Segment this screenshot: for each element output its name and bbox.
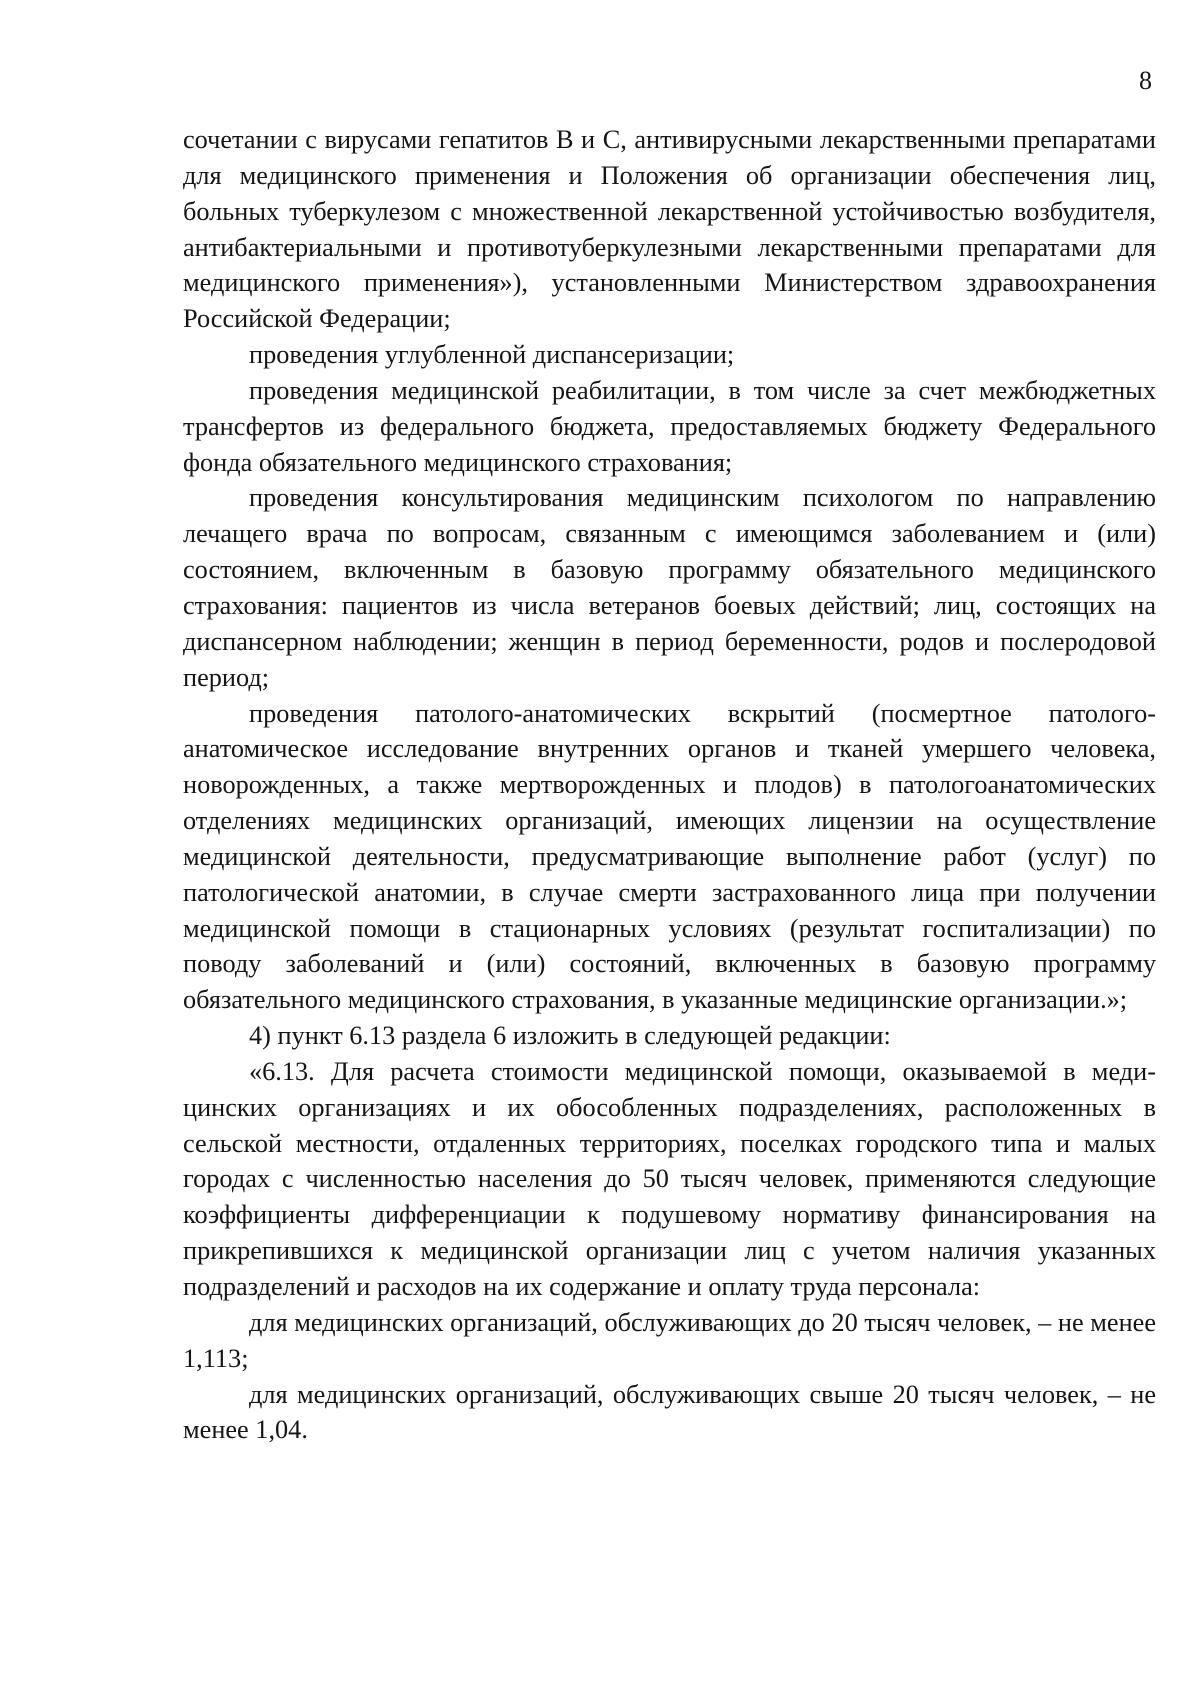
paragraph: для медицинских организаций, обслуживающих свыше 20 тысяч человек, – не менее 1,04. <box>183 1379 1156 1445</box>
paragraph: 4) пункт 6.13 раздела 6 изложить в следующей редакции: <box>249 1021 891 1051</box>
page-number: 8 <box>1139 66 1152 95</box>
paragraph: проведения углубленной диспансеризации; <box>249 340 735 370</box>
paragraph: «6.13. Для расчета стоимости медицинской помощи, оказываемой в медицинских организациях и их обособленных подразделениях, расположенных в сельской местности, отдаленных территориях, поселках городского типа и малых городах с численностью населения до 50 тысяч человек, применяются следующие коэффициенты дифференциации к подушевому нормативу финансирования на прикрепившихся к медицинской организации лиц с учетом наличия указанных подразделений и расходов на их содержание и оплату труда персонала: <box>183 1056 1156 1301</box>
paragraph: для медицинских организаций, обслуживающих до 20 тысяч человек, – не менее 1,113; <box>183 1307 1156 1373</box>
paragraph: проведения медицинской реабилитации, в том числе за счет межбюджетных трансфертов из федерального бюджета, предоставляемых бюджету Федерального фонда обязательного медицинского страхования; <box>183 375 1156 477</box>
paragraph: проведения консультирования медицинским психологом по направлению лечащего врача по вопросам, связанным с имеющимся заболеванием и (или) состоянием, включенным в базовую программу обязательного медицинского страхования: пациентов из числа ветеранов боевых действий; лиц, состоящих на диспансерном наблюдении; женщин в период беременности, родов и послеродовой период; <box>183 483 1156 692</box>
paragraph-continuation: сочетании с вирусами гепатитов В и С, антивирусными лекарственными препаратами для медицинского применения и Положения об организации обеспечения лиц, больных туберкулезом с множественной лекарственной устойчивостью возбудителя, антибактериальными и противотуберкулезными лекарственными препаратами для медицинского применения»), установленными Министерством здравоохранения Российской Федерации; <box>183 125 1156 334</box>
document-body <box>183 122 1156 1448</box>
paragraph: проведения патолого-анатомических вскрытий (посмертное патологоанатомическое исследование внутренних органов и тканей умершего человека, новорожденных, а также мертворожденных и плодов) в патологоанатомических отделениях медицинских организаций, имеющих лицензии на осуществление медицинской деятельности, предусматривающие выполнение работ (услуг) по патологической анатомии, в случае смерти застрахованного лица при получении медицинской помощи в стационарных условиях (результат госпитализации) по поводу заболеваний и (или) состояний, включенных в базовую программу обязательного медицинского страхования, в указанные медицинские организации.»; <box>183 698 1156 1015</box>
